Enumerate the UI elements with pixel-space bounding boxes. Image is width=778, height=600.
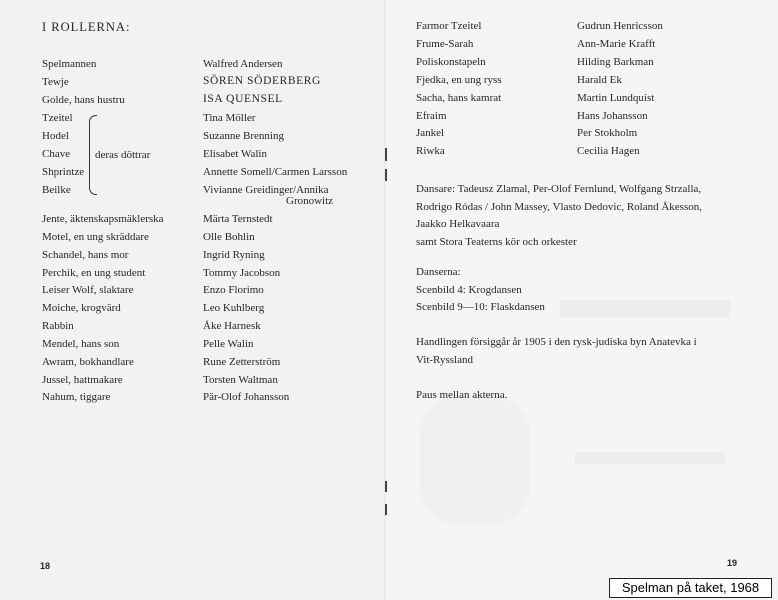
role-name: Jussel, hattmakare <box>42 374 123 386</box>
role-name: Sacha, hans kamrat <box>416 92 502 104</box>
role-name: Spelmannen <box>42 58 97 70</box>
setting-paragraph <box>416 334 742 369</box>
actor-name-continued: Gronowitz <box>286 195 334 207</box>
page-number-right: 19 <box>727 558 738 568</box>
actor-name: Ann-Marie Krafft <box>577 38 656 50</box>
actor-name: Suzanne Brenning <box>203 130 284 142</box>
actor-name: ISA QUENSEL <box>203 93 283 105</box>
actor-name: Pär-Olof Johansson <box>203 391 290 403</box>
role-name: Hodel <box>42 130 69 142</box>
role-name: Mendel, hans son <box>42 338 120 350</box>
actor-name: Rune Zetterström <box>203 356 281 368</box>
role-name: Rabbin <box>42 320 74 332</box>
role-name: Tzeitel <box>42 112 73 124</box>
dances-line: Scenbild 4: Krogdansen <box>416 283 522 296</box>
actor-name: Hans Johansson <box>577 110 648 122</box>
role-name: Riwka <box>416 145 445 157</box>
daughters-label: deras döttrar <box>95 149 151 161</box>
actor-name: Torsten Waltman <box>203 374 278 386</box>
actor-name: Walfred Andersen <box>203 58 283 70</box>
role-name: Tewje <box>42 76 69 88</box>
actor-name: Per Stokholm <box>577 127 638 139</box>
margin-mark <box>385 148 387 161</box>
role-name: Schandel, hans mor <box>42 249 129 261</box>
page-number-left: 18 <box>40 561 51 571</box>
dancers-line: Jaakko Helkavaara <box>416 218 500 230</box>
dances-line: Danserna: <box>416 266 461 278</box>
actor-name: Annette Somell/Carmen Larsson <box>203 166 348 178</box>
actor-name: Martin Lundquist <box>577 92 655 104</box>
actor-name: Åke Harnesk <box>203 320 261 332</box>
setting-line: Vit-Ryssland <box>416 353 473 366</box>
actor-name: Harald Ek <box>577 74 622 86</box>
role-name: Leiser Wolf, slaktare <box>42 284 134 296</box>
left-page <box>0 0 385 600</box>
role-name: Perchik, en ung student <box>42 267 146 279</box>
actor-name: Märta Ternstedt <box>203 213 273 225</box>
role-name: Efraim <box>416 110 447 122</box>
dancers-line: Rodrigo Ródas / John Massey, Vlasto Dedovic, Roland Åkesson, <box>416 200 702 213</box>
actor-name: Olle Bohlin <box>203 231 255 243</box>
image-caption: Spelman på taket, 1968 <box>609 578 772 598</box>
dancers-paragraph <box>416 181 742 251</box>
actor-name: Cecilia Hagen <box>577 145 640 157</box>
role-name: Frume-Sarah <box>416 38 474 50</box>
role-name: Chave <box>42 148 71 160</box>
margin-mark <box>385 481 387 492</box>
role-name: Fjedka, en ung ryss <box>416 74 502 86</box>
role-name: Farmor Tzeitel <box>416 20 482 32</box>
dancers-line: Dansare: Tadeusz Zlamal, Per-Olof Fernlund, Wolfgang Strzalla, <box>416 183 702 195</box>
intermission-note: Paus mellan akterna. <box>416 389 508 401</box>
actor-name: SÖREN SÖDERBERG <box>203 75 321 87</box>
role-name: Awram, bokhandlare <box>42 356 134 368</box>
actor-name: Vivianne Greidinger/Annika <box>203 184 329 196</box>
actor-name: Enzo Florimo <box>203 284 264 296</box>
setting-line: Handlingen försiggår år 1905 i den rysk-judiska byn Anatevka i <box>416 336 697 348</box>
role-name: Poliskonstapeln <box>416 56 486 68</box>
actor-name: Ingrid Ryning <box>203 249 265 261</box>
actor-name: Gudrun Henricsson <box>577 20 663 32</box>
actor-name: Elisabet Walin <box>203 148 267 160</box>
role-name: Nahum, tiggare <box>42 391 111 403</box>
actor-name: Hilding Barkman <box>577 56 654 68</box>
role-name: Moiche, krogvärd <box>42 302 121 314</box>
dances-paragraph <box>416 264 742 317</box>
actor-name: Leo Kuhlberg <box>203 302 265 314</box>
actor-name: Pelle Walin <box>203 338 254 350</box>
role-name: Motel, en ung skräddare <box>42 231 149 243</box>
role-name: Shprintze <box>42 166 85 178</box>
role-name: Jankel <box>416 127 445 139</box>
show-through-image <box>420 395 530 525</box>
margin-mark <box>385 504 387 515</box>
actor-name: Tina Möller <box>203 112 256 124</box>
role-name: Golde, hans hustru <box>42 94 125 106</box>
margin-mark <box>385 169 387 181</box>
role-name: Jente, äktenskapsmäklerska <box>42 213 164 225</box>
cast-heading: I ROLLERNA: <box>42 20 131 34</box>
dancers-line: samt Stora Teaterns kör och orkester <box>416 235 577 248</box>
actor-name: Tommy Jacobson <box>203 267 281 279</box>
dances-line: Scenbild 9—10: Flaskdansen <box>416 301 545 313</box>
role-name: Beilke <box>42 184 71 196</box>
show-through-mark <box>575 452 725 464</box>
